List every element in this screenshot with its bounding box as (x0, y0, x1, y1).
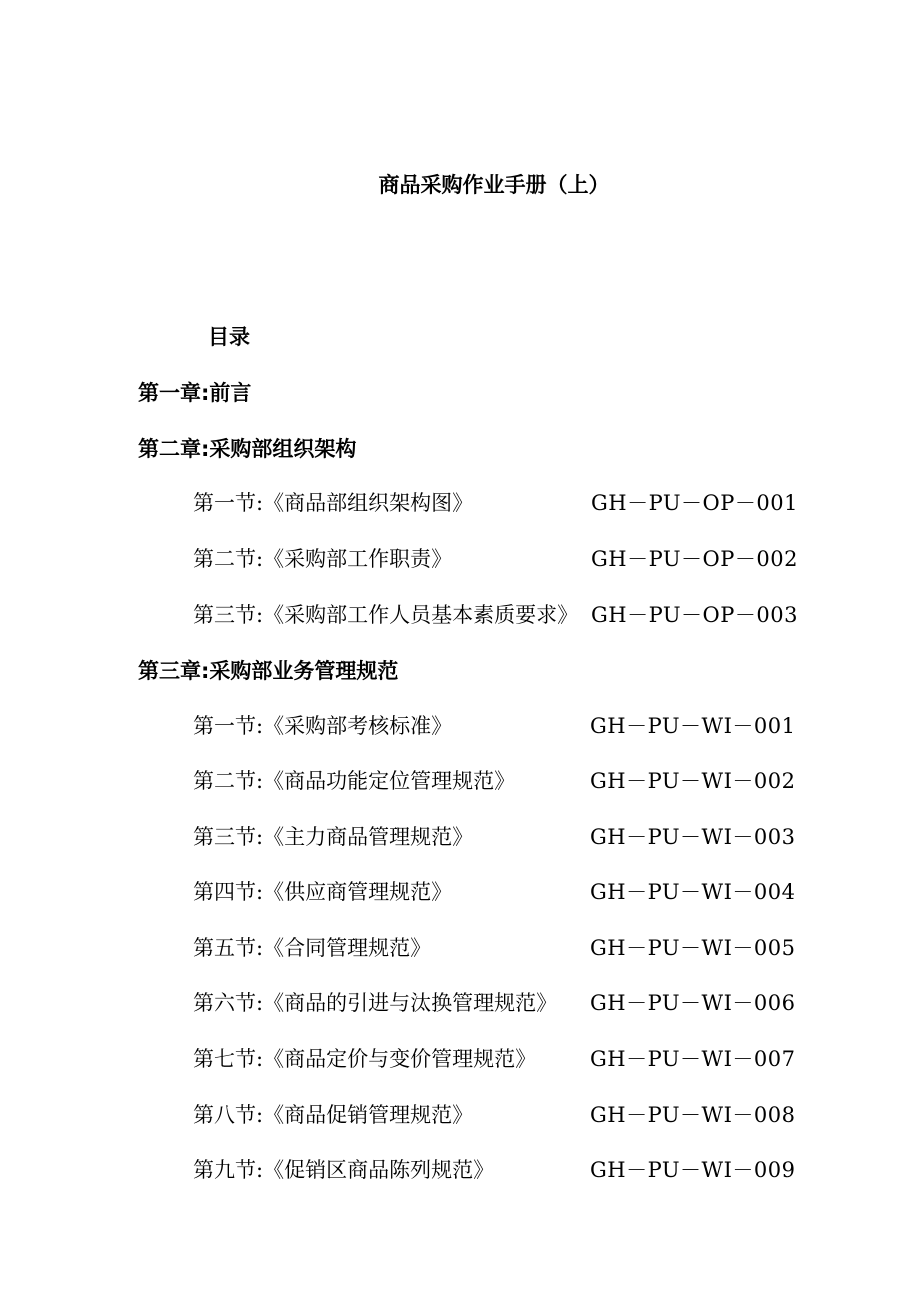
chapter-heading-2: 第二章:采购部组织架构 (138, 437, 357, 461)
section-title: 第八节:《商品促销管理规范》 (193, 1103, 474, 1127)
toc-entry (193, 934, 813, 962)
toc-entry (193, 712, 813, 740)
toc-entry (193, 1156, 813, 1184)
toc-entry (193, 489, 813, 517)
toc-entry (193, 1101, 813, 1129)
document-code: GH－PU－WI－009 (590, 1158, 796, 1182)
section-title: 第四节:《供应商管理规范》 (193, 880, 453, 904)
section-title: 第三节:《采购部工作人员基本素质要求》 (193, 603, 579, 627)
section-title: 第六节:《商品的引进与汰换管理规范》 (193, 991, 558, 1015)
toc-entry (193, 601, 813, 629)
section-title: 第二节:《采购部工作职责》 (193, 547, 453, 571)
document-code: GH－PU－OP－003 (591, 603, 798, 627)
section-title: 第九节:《促销区商品陈列规范》 (193, 1158, 495, 1182)
toc-entry (193, 989, 813, 1017)
toc-entry (193, 545, 813, 573)
section-title: 第一节:《采购部考核标准》 (193, 714, 453, 738)
chapter-heading-1: 第一章:前言 (138, 381, 252, 405)
document-code: GH－PU－WI－001 (590, 714, 796, 738)
document-code: GH－PU－WI－006 (590, 991, 796, 1015)
document-code: GH－PU－WI－005 (590, 936, 796, 960)
document-code: GH－PU－WI－004 (590, 880, 796, 904)
toc-entry (193, 1045, 813, 1073)
document-code: GH－PU－OP－002 (591, 547, 798, 571)
section-title: 第一节:《商品部组织架构图》 (193, 491, 474, 515)
document-title: 商品采购作业手册（上） (378, 173, 610, 197)
toc-entry (193, 767, 813, 795)
section-title: 第二节:《商品功能定位管理规范》 (193, 769, 516, 793)
section-title: 第三节:《主力商品管理规范》 (193, 825, 474, 849)
document-code: GH－PU－OP－001 (591, 491, 798, 515)
document-code: GH－PU－WI－008 (590, 1103, 796, 1127)
toc-heading: 目录 (208, 325, 250, 349)
toc-entry (193, 878, 813, 906)
toc-entry (193, 823, 813, 851)
document-code: GH－PU－WI－003 (590, 825, 796, 849)
document-code: GH－PU－WI－007 (590, 1047, 796, 1071)
section-title: 第七节:《商品定价与变价管理规范》 (193, 1047, 537, 1071)
document-code: GH－PU－WI－002 (590, 769, 796, 793)
section-title: 第五节:《合同管理规范》 (193, 936, 432, 960)
chapter-heading-3: 第三章:采购部业务管理规范 (138, 659, 399, 683)
